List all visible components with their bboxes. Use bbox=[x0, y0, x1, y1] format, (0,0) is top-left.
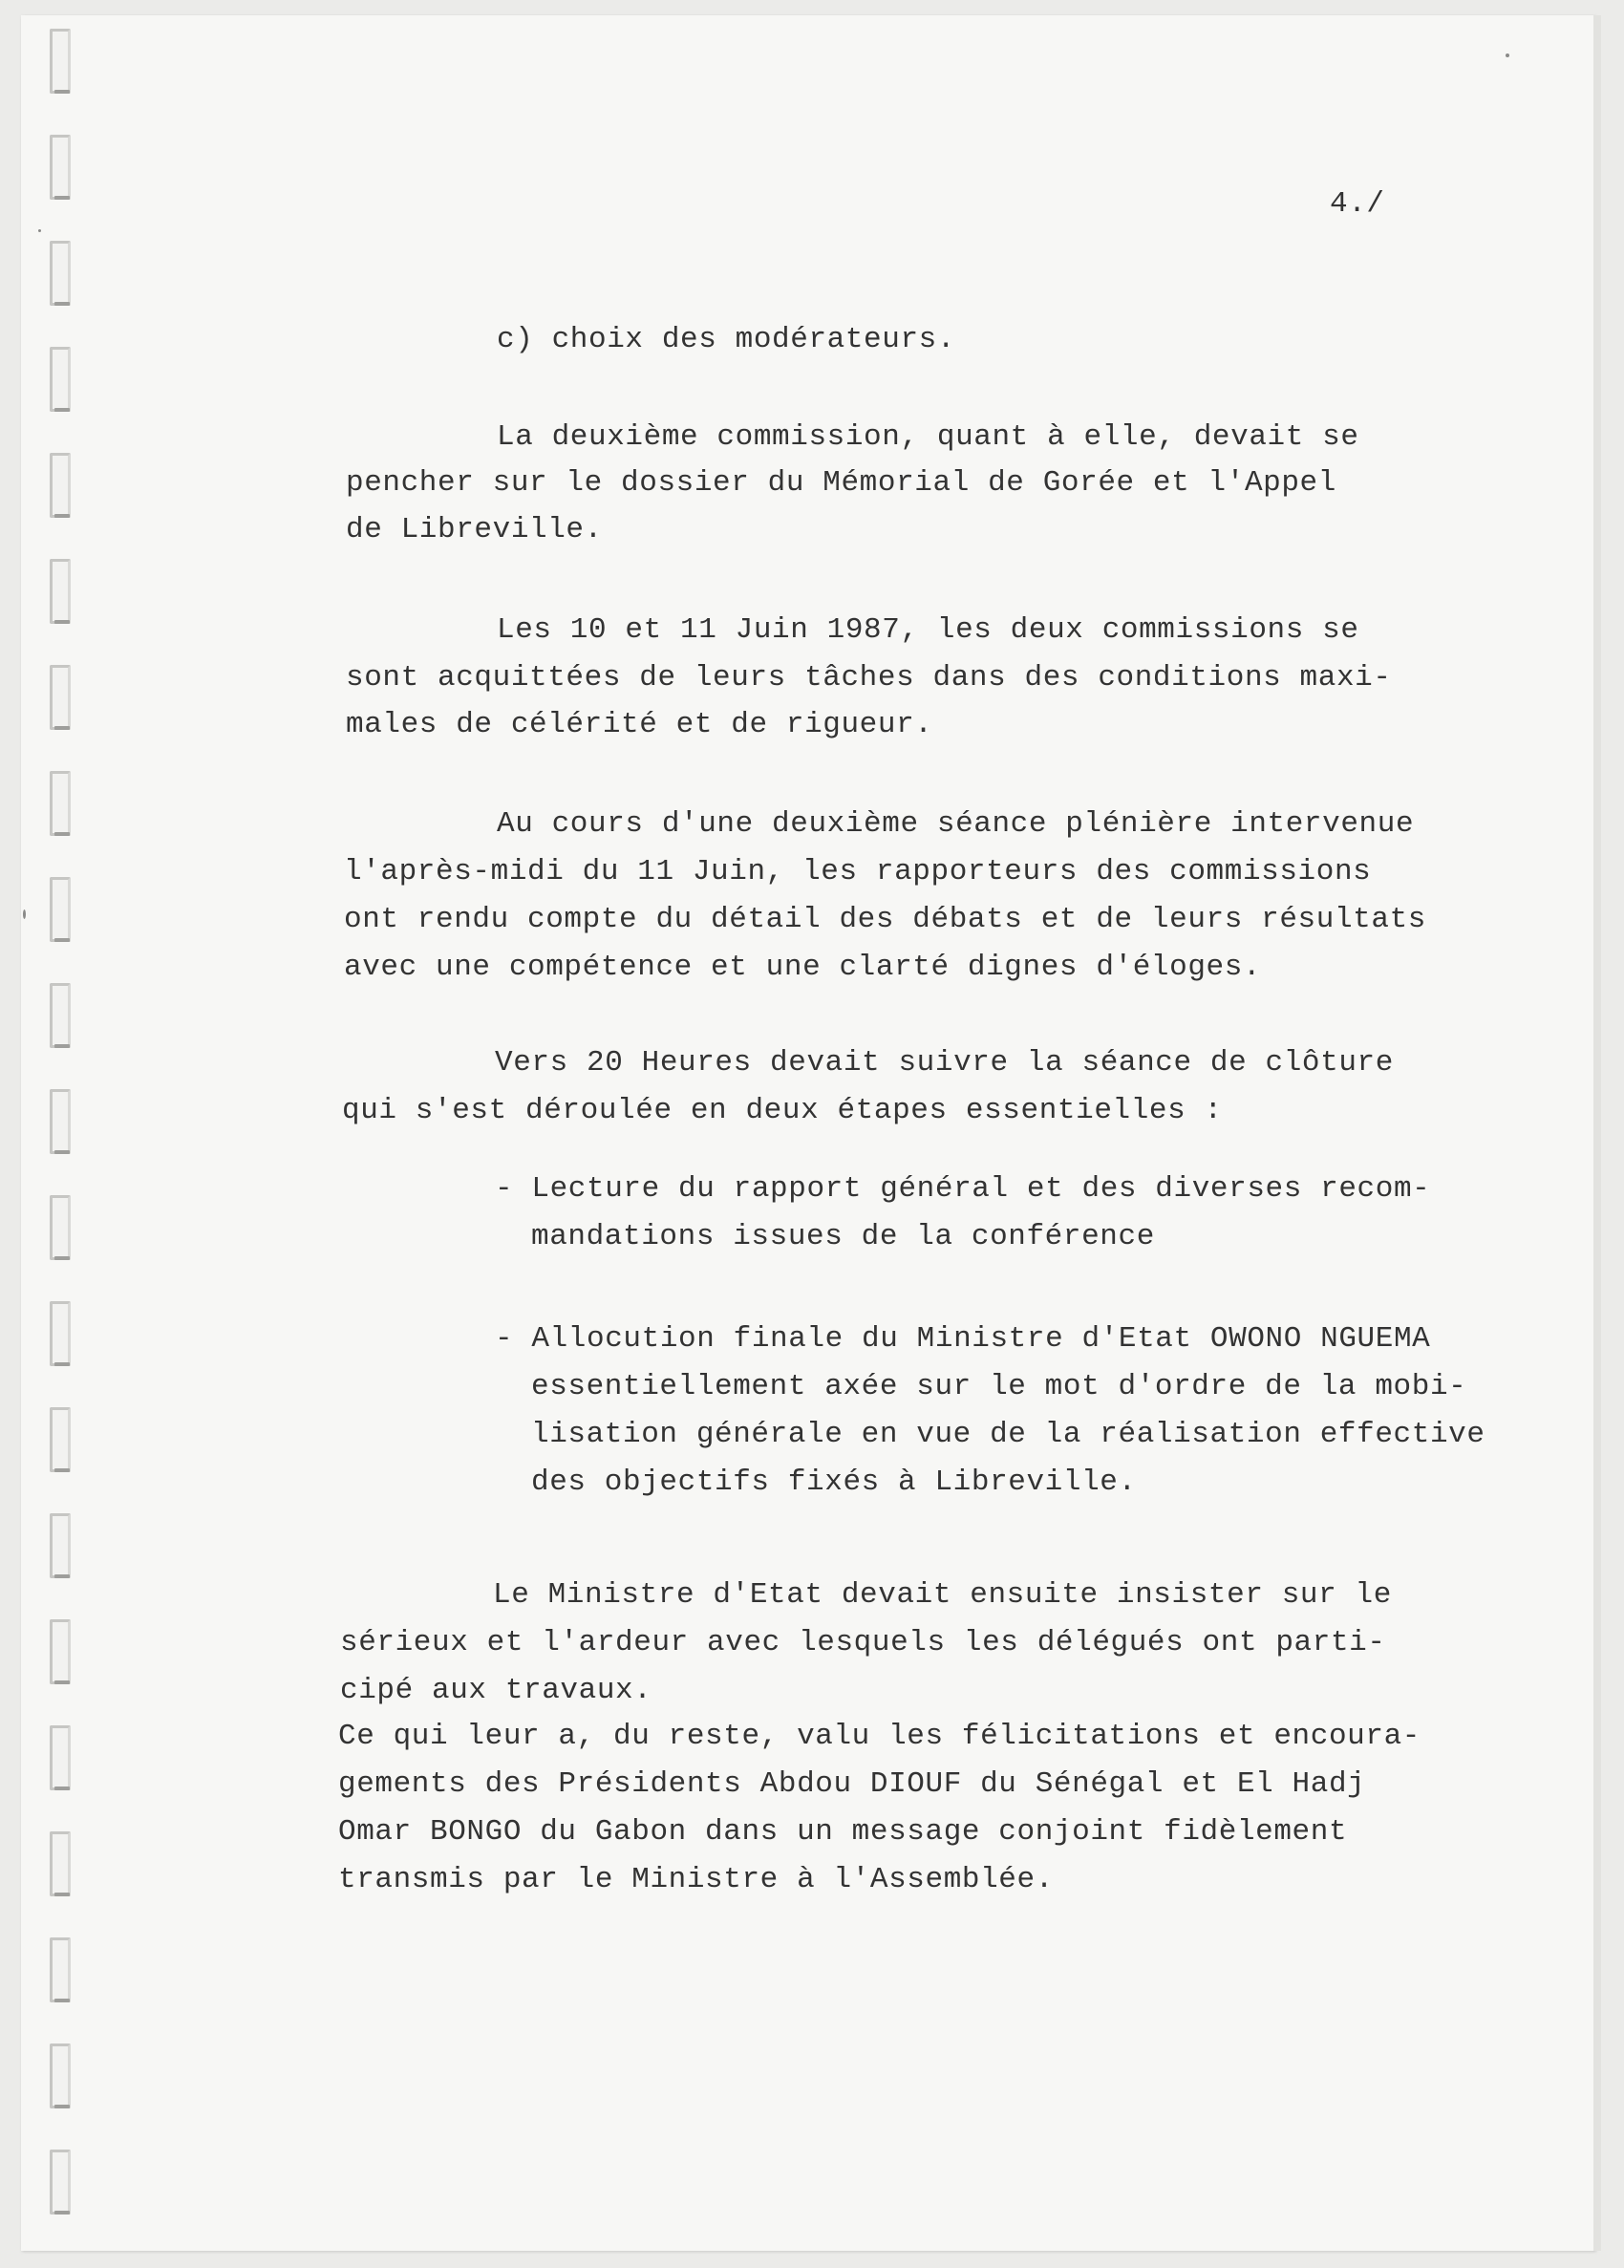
binding-hole bbox=[50, 771, 71, 836]
binding-hole bbox=[50, 347, 71, 412]
paragraph-line: sont acquittées de leurs tâches dans des conditions maxi- bbox=[346, 661, 1392, 695]
binding-hole bbox=[50, 1619, 71, 1684]
binding-hole bbox=[50, 1089, 71, 1154]
paragraph-line: Les 10 et 11 Juin 1987, les deux commissions se bbox=[497, 613, 1359, 647]
binding-hole bbox=[50, 241, 71, 306]
paragraph-line: Vers 20 Heures devait suivre la séance de clôture bbox=[495, 1046, 1394, 1080]
paragraph-line: pencher sur le dossier du Mémorial de Gorée et l'Appel bbox=[346, 466, 1336, 500]
paragraph-line: males de célérité et de rigueur. bbox=[346, 708, 933, 741]
paragraph-line: Au cours d'une deuxième séance plénière intervenue bbox=[497, 807, 1415, 841]
bullet-item-line: - Allocution finale du Ministre d'Etat OWONO NGUEMA bbox=[495, 1322, 1431, 1356]
binding-hole bbox=[50, 29, 71, 94]
binding-hole bbox=[50, 1407, 71, 1472]
bullet-item-line: essentiellement axée sur le mot d'ordre de la mobi- bbox=[531, 1370, 1467, 1403]
binding-hole bbox=[50, 1195, 71, 1260]
paragraph-line: Ce qui leur a, du reste, valu les félicitations et encoura- bbox=[338, 1720, 1421, 1753]
list-item-c: c) choix des modérateurs. bbox=[497, 323, 956, 356]
page-number: 4./ bbox=[1330, 187, 1385, 221]
paragraph-line: de Libreville. bbox=[346, 513, 603, 546]
binding-hole bbox=[50, 877, 71, 942]
binding-hole bbox=[50, 559, 71, 624]
paragraph-line: avec une compétence et une clarté dignes d'éloges. bbox=[344, 951, 1262, 984]
paragraph-line: gements des Présidents Abdou DIOUF du Sénégal et El Hadj bbox=[338, 1767, 1366, 1801]
paper-speck bbox=[1506, 53, 1509, 57]
bullet-item-line: des objectifs fixés à Libreville. bbox=[531, 1466, 1137, 1499]
paper-speck bbox=[38, 229, 41, 232]
binding-hole bbox=[50, 1725, 71, 1790]
binding-hole bbox=[50, 2150, 71, 2215]
paper-speck bbox=[23, 909, 26, 919]
paragraph-line: Le Ministre d'Etat devait ensuite insister sur le bbox=[493, 1578, 1392, 1612]
binding-hole bbox=[50, 2043, 71, 2108]
paragraph-line: transmis par le Ministre à l'Assemblée. bbox=[338, 1863, 1054, 1896]
binding-hole bbox=[50, 983, 71, 1048]
bullet-item-line: lisation générale en vue de la réalisation effective bbox=[531, 1418, 1485, 1451]
binding-hole bbox=[50, 1831, 71, 1896]
paragraph-line: l'après-midi du 11 Juin, les rapporteurs des commissions bbox=[344, 855, 1372, 888]
binding-hole bbox=[50, 1937, 71, 2002]
binding-hole bbox=[50, 453, 71, 518]
binding-hole bbox=[50, 1301, 71, 1366]
paragraph-line: ont rendu compte du détail des débats et de leurs résultats bbox=[344, 903, 1426, 936]
binding-hole bbox=[50, 1513, 71, 1578]
paragraph-line: Omar BONGO du Gabon dans un message conjoint fidèlement bbox=[338, 1815, 1348, 1849]
bullet-item-line: - Lecture du rapport général et des diverses recom- bbox=[495, 1172, 1431, 1206]
page-edge bbox=[1593, 15, 1601, 2251]
paragraph-line: sérieux et l'ardeur avec lesquels les délégués ont parti- bbox=[340, 1626, 1386, 1659]
binding-hole bbox=[50, 135, 71, 200]
paragraph-line: qui s'est déroulée en deux étapes essentielles : bbox=[342, 1094, 1223, 1127]
paragraph-line: cipé aux travaux. bbox=[340, 1674, 652, 1707]
bullet-item-line: mandations issues de la conférence bbox=[531, 1220, 1155, 1253]
binding-hole bbox=[50, 665, 71, 730]
paragraph-line: La deuxième commission, quant à elle, devait se bbox=[497, 420, 1359, 454]
